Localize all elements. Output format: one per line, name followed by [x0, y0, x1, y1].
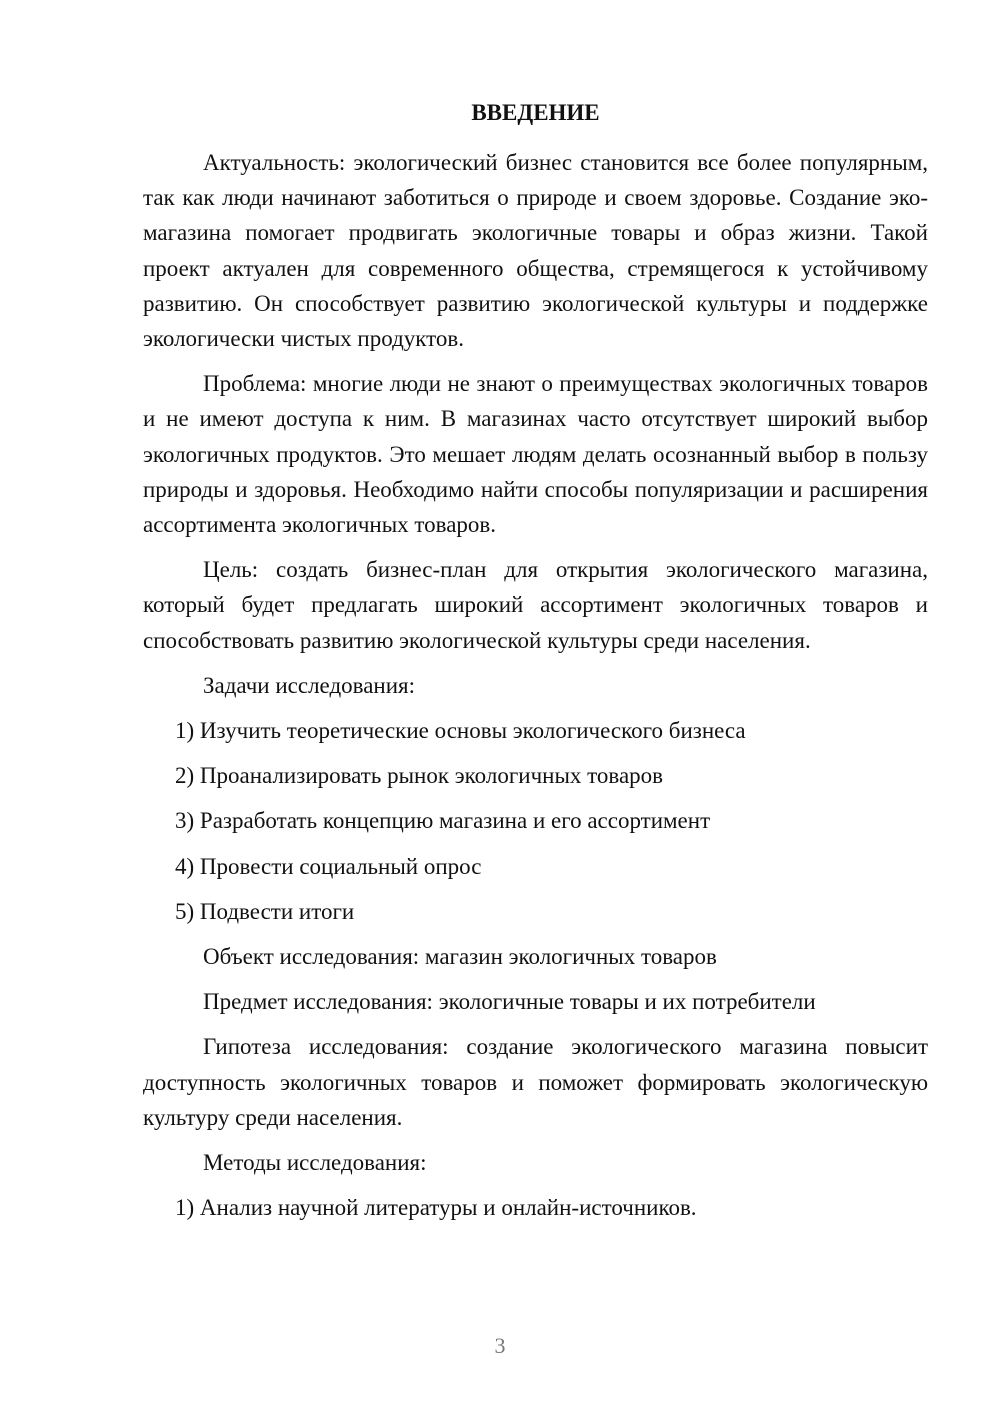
- page-number: 3: [494, 1333, 506, 1358]
- methods-list: [143, 1190, 928, 1225]
- list-item: 5) Подвести итоги: [175, 898, 355, 924]
- tasks-list: [143, 713, 928, 929]
- subject-line: Предмет исследования: экологичные товары и их потребители: [203, 989, 816, 1015]
- section-title: ВВЕДЕНИЕ: [471, 100, 600, 125]
- goal-paragraph: Цель: создать бизнес-план для открытия экологического магазина, который будет предлагать широкий ассортимент экологичных товаров и способствовать развитию экологической культуры среди населения.: [143, 557, 928, 653]
- relevance-paragraph: Актуальность: экологический бизнес становится все более популярным, так как люди начинают заботиться о природе и своем здоровье. Создание эко-магазина помогает продвигать экологичные товары и образ жизни. Такой проект актуален для современного общества, стремящегося к устойчивому развитию. Он способствует развитию экологической культуры и поддержке экологически чистых продуктов.: [143, 150, 928, 352]
- list-item: 1) Изучить теоретические основы экологического бизнеса: [175, 718, 746, 744]
- list-item: 1) Анализ научной литературы и онлайн-источников.: [175, 1195, 697, 1221]
- list-item: 4) Провести социальный опрос: [175, 853, 482, 879]
- hypothesis-paragraph: Гипотеза исследования: создание экологического магазина повысит доступность экологичных товаров и поможет формировать экологическую культуру среди населения.: [143, 1034, 928, 1130]
- document-body: [143, 95, 928, 1235]
- problem-paragraph: Проблема: многие люди не знают о преимуществах экологичных товаров и не имеют доступа к ним. В магазинах часто отсутствует широкий выбор экологичных продуктов. Это мешает людям делать осознанный выбор в пользу природы и здоровья. Необходимо найти способы популяризации и расширения ассортимента экологичных товаров.: [143, 371, 928, 538]
- list-item: 3) Разработать концепцию магазина и его ассортимент: [175, 808, 711, 834]
- object-line: Объект исследования: магазин экологичных товаров: [203, 944, 717, 970]
- methods-heading: Методы исследования:: [203, 1150, 427, 1176]
- list-item: 2) Проанализировать рынок экологичных товаров: [175, 763, 664, 789]
- tasks-heading: Задачи исследования:: [203, 672, 416, 698]
